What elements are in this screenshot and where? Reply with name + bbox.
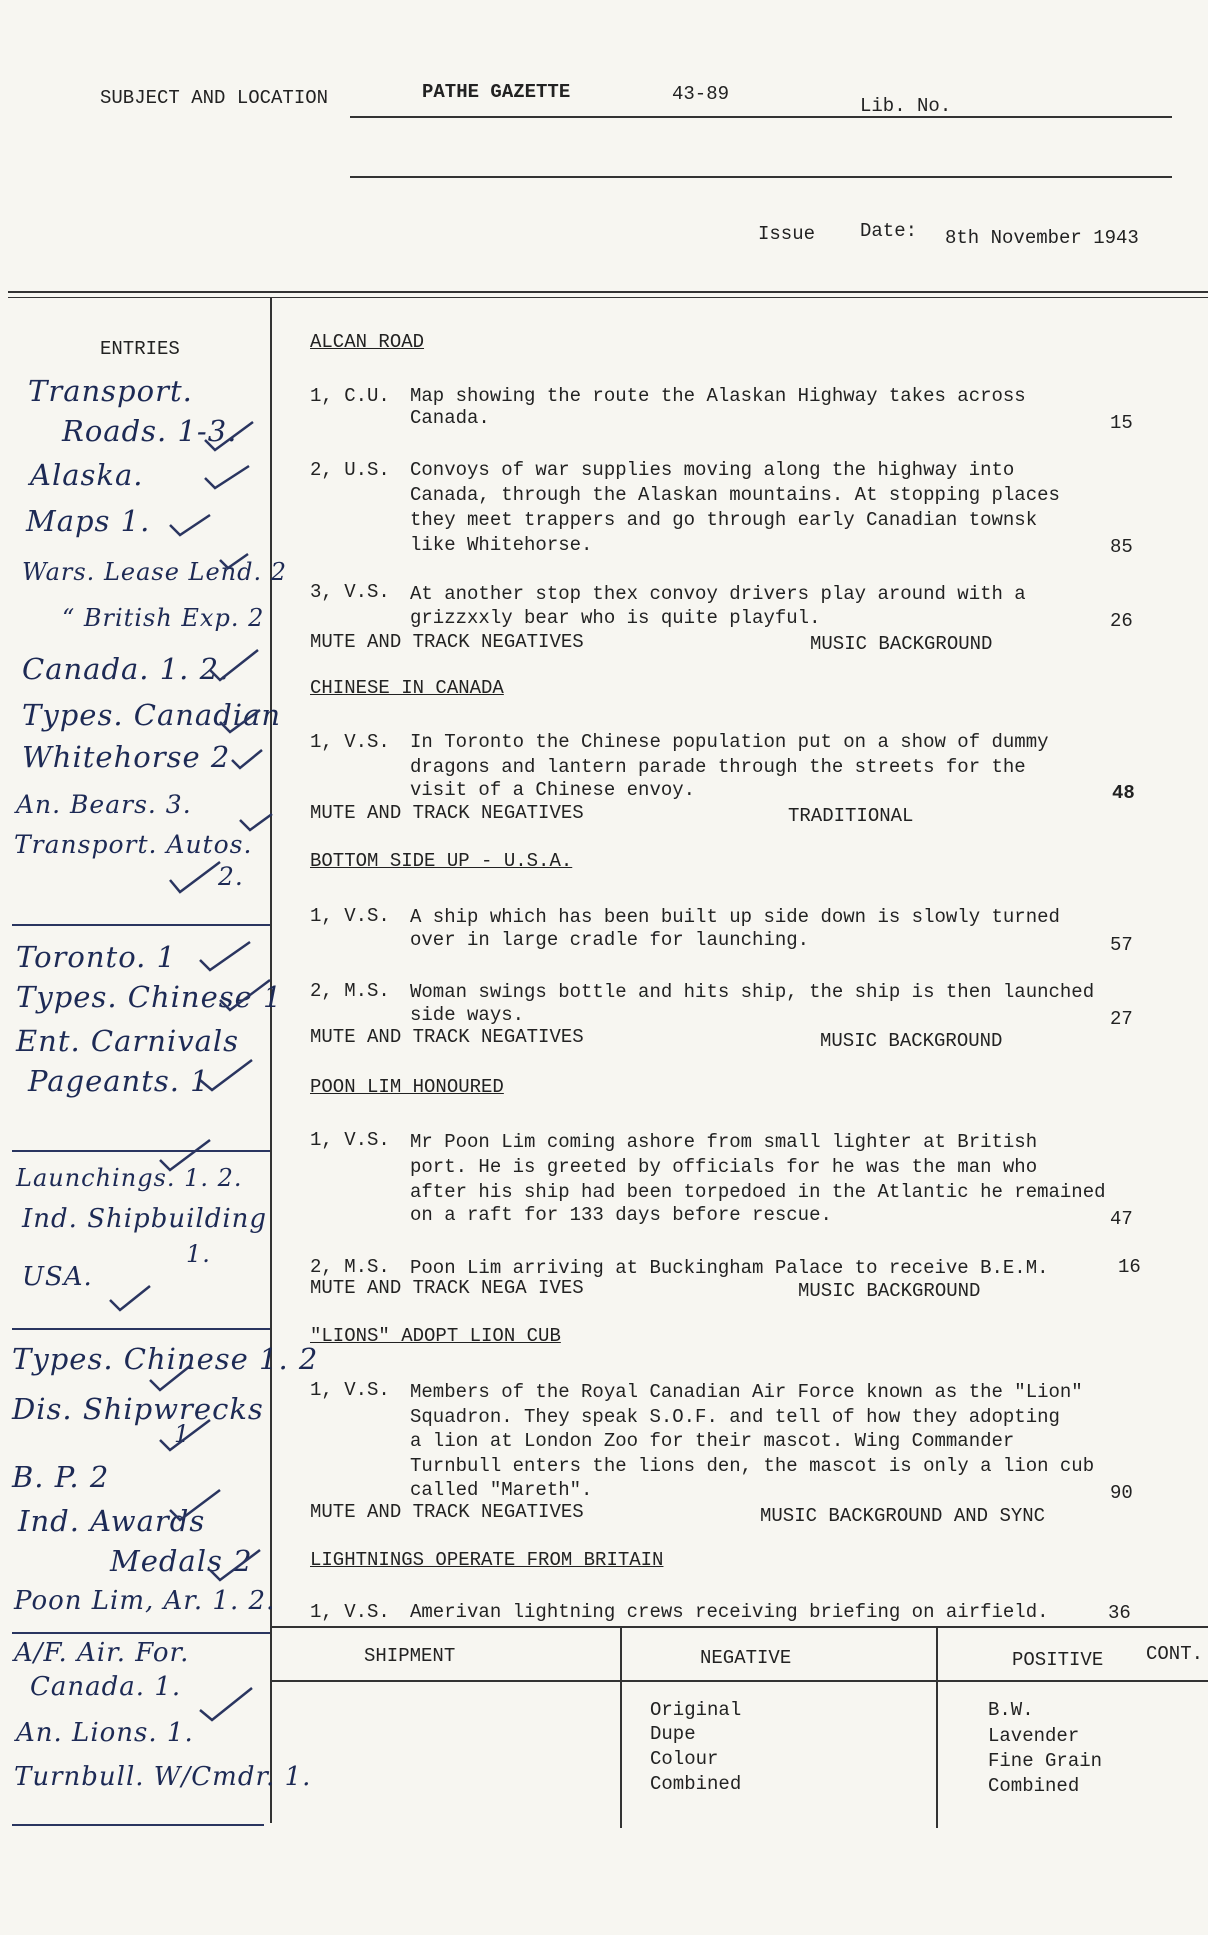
shot-text: Poon Lim arriving at Buckingham Palace to receive B.E.M.: [410, 1257, 1049, 1279]
music-note: MUSIC BACKGROUND: [798, 1280, 981, 1302]
shot-text: called "Mareth".: [410, 1479, 593, 1501]
shot-label: 1, V.S.: [310, 1379, 390, 1401]
handwritten-entry: 1: [174, 1420, 191, 1448]
music-note: MUSIC BACKGROUND: [820, 1030, 1003, 1052]
handwritten-entry: Wars. Lease Lend. 2: [22, 558, 288, 586]
handwritten-entry: Roads. 1-3.: [62, 414, 238, 448]
entries-label: ENTRIES: [100, 338, 180, 360]
handwritten-entry: Medals 2: [110, 1544, 253, 1578]
handwritten-entry: Turnbull. W/Cmdr. 1.: [14, 1762, 312, 1792]
header-separator: [8, 291, 1208, 293]
shot-text: over in large cradle for launching.: [410, 929, 810, 951]
handwritten-entry: Poon Lim, Ar. 1. 2.: [14, 1586, 276, 1616]
handwritten-entry: Transport. Autos.: [14, 830, 253, 859]
footage-count: 27: [1110, 1008, 1133, 1030]
positive-option: Fine Grain: [988, 1750, 1103, 1772]
shot-text: Convoys of war supplies moving along the highway into: [410, 459, 1015, 481]
shot-label: 2, M.S.: [310, 980, 390, 1002]
handwritten-entry: Canada. 1.: [30, 1672, 182, 1702]
handwritten-entry: Types. Chinese 1: [16, 980, 283, 1014]
shot-text: side ways.: [410, 1004, 525, 1026]
negative-option: Colour: [650, 1748, 719, 1770]
shot-label: 1, V.S.: [310, 1601, 390, 1623]
handwritten-entry: An. Lions. 1.: [16, 1718, 194, 1748]
handwritten-entry: A/F. Air. For.: [14, 1638, 190, 1668]
negative-option: Original: [650, 1699, 742, 1721]
shot-text: dragons and lantern parade through the streets for the: [410, 756, 1026, 778]
negative-header: NEGATIVE: [700, 1647, 792, 1669]
shot-text: Canada, through the Alaskan mountains. At stopping places: [410, 484, 1060, 506]
handwritten-entry: Pageants. 1: [28, 1064, 210, 1098]
handwritten-entry: Dis. Shipwrecks: [12, 1392, 264, 1426]
positive-header: POSITIVE: [1012, 1649, 1104, 1671]
positive-option: B.W.: [988, 1699, 1034, 1721]
handwritten-entry: Transport.: [28, 374, 193, 408]
shot-text: they meet trappers and go through early Canadian townsk: [410, 509, 1038, 531]
shot-label: 1, C.U.: [310, 385, 390, 407]
header-separator-2: [8, 297, 1208, 298]
shot-text: Mr Poon Lim coming ashore from small lighter at British: [410, 1131, 1038, 1153]
negative-note: MUTE AND TRACK NEGATIVES: [310, 802, 584, 824]
reference-number: 43-89: [672, 83, 730, 105]
shot-text: on a raft for 133 days before rescue.: [410, 1204, 832, 1226]
shot-text: grizzxxly bear who is quite playful.: [410, 607, 821, 629]
shot-text: Turnbull enters the lions den, the mascot is only a lion cub: [410, 1455, 1095, 1477]
story-title: BOTTOM SIDE UP - U.S.A.: [310, 850, 573, 872]
story-title: ALCAN ROAD: [310, 331, 425, 353]
shot-text: Amerivan lightning crews receiving briefing on airfield.: [410, 1601, 1049, 1623]
shot-label: 1, V.S.: [310, 1129, 390, 1151]
negative-note: MUTE AND TRACK NEGATIVES: [310, 1026, 584, 1048]
story-title: "LIONS" ADOPT LION CUB: [310, 1325, 561, 1347]
shot-text: Members of the Royal Canadian Air Force known as the "Lion": [410, 1381, 1083, 1403]
shot-text: Canada.: [410, 407, 490, 429]
handwritten-entry: Toronto. 1: [16, 940, 177, 974]
shot-text: visit of a Chinese envoy.: [410, 779, 696, 801]
shot-text: Squadron. They speak S.O.F. and tell of how they adopting: [410, 1406, 1060, 1428]
handwritten-entry: B. P. 2: [12, 1460, 110, 1494]
issue-label: Issue: [758, 223, 816, 245]
music-note: MUSIC BACKGROUND: [810, 633, 993, 655]
music-note: MUSIC BACKGROUND AND SYNC: [760, 1505, 1046, 1527]
shot-label: 1, V.S.: [310, 731, 390, 753]
story-title: LIGHTNINGS OPERATE FROM BRITAIN: [310, 1549, 664, 1571]
handwritten-entry: Canada. 1. 2.: [22, 652, 230, 686]
positive-option: Lavender: [988, 1725, 1080, 1747]
shot-text: A ship which has been built up side down is slowly turned: [410, 906, 1060, 928]
handwritten-entry: Types. Chinese 1. 2: [12, 1342, 319, 1376]
music-note: TRADITIONAL: [788, 805, 914, 827]
footage-count: 26: [1110, 610, 1133, 632]
shot-label: 2, U.S.: [310, 459, 390, 481]
shot-label: 1, V.S.: [310, 905, 390, 927]
subject-underline: [350, 116, 1172, 118]
shot-label: 3, V.S.: [310, 581, 390, 603]
handwritten-entry: Maps 1.: [26, 504, 151, 538]
handwritten-entry: USA.: [22, 1262, 93, 1292]
issue-date: 8th November 1943: [945, 227, 1139, 249]
negative-note: MUTE AND TRACK NEGATIVES: [310, 1501, 584, 1523]
footer-mid-line: [270, 1680, 1208, 1682]
check-marks: [0, 400, 300, 1900]
positive-option: Combined: [988, 1775, 1080, 1797]
handwritten-entry: Ent. Carnivals: [16, 1024, 240, 1058]
footage-count: 36: [1108, 1602, 1131, 1624]
shot-text: Woman swings bottle and hits ship, the ship is then launched: [410, 981, 1095, 1003]
shot-text: Map showing the route the Alaskan Highway takes across: [410, 385, 1026, 407]
story-title: POON LIM HONOURED: [310, 1076, 504, 1098]
shot-text: In Toronto the Chinese population put on a show of dummy: [410, 731, 1049, 753]
handwritten-entry: Ind. Awards: [18, 1504, 206, 1538]
handwritten-entry: An. Bears. 3.: [16, 790, 192, 819]
shot-label: 2, M.S.: [310, 1256, 390, 1278]
footage-count: 47: [1110, 1208, 1133, 1230]
shipment-header: SHIPMENT: [364, 1645, 456, 1667]
shot-text: after his ship had been torpedoed in the Atlantic he remained: [410, 1181, 1106, 1203]
handwritten-entry: Alaska.: [30, 458, 144, 492]
shot-text: At another stop thex convoy drivers play around with a: [410, 583, 1026, 605]
footage-count: 90: [1110, 1482, 1133, 1504]
footage-count: 15: [1110, 412, 1133, 434]
lib-label: Lib. No.: [860, 95, 952, 117]
shot-text: a lion at London Zoo for their mascot. Wing Commander: [410, 1430, 1015, 1452]
footer-top-line: [270, 1626, 1208, 1628]
negative-option: Combined: [650, 1773, 742, 1795]
handwritten-entry: Launchings. 1. 2.: [16, 1164, 243, 1192]
footage-count: 48: [1112, 782, 1135, 804]
handwritten-entry: “ British Exp. 2: [62, 604, 265, 632]
footer-divider-2: [936, 1628, 938, 1828]
company-name: PATHE GAZETTE: [422, 81, 571, 103]
handwritten-entry: 1.: [186, 1240, 211, 1268]
shot-text: like Whitehorse.: [410, 534, 593, 556]
footage-count: 16: [1118, 1256, 1141, 1278]
negative-option: Dupe: [650, 1723, 696, 1745]
handwritten-entry: Whitehorse 2: [22, 740, 231, 774]
subject-second-line: [350, 176, 1172, 178]
shot-text: port. He is greeted by officials for he was the man who: [410, 1156, 1038, 1178]
continued-label: CONT.: [1146, 1643, 1204, 1665]
negative-note: MUTE AND TRACK NEGATIVES: [310, 631, 584, 653]
date-label: Date:: [860, 220, 918, 242]
negative-note: MUTE AND TRACK NEGA IVES: [310, 1277, 584, 1299]
footer-divider-1: [620, 1628, 622, 1828]
handwritten-entry: Types. Canadian: [22, 698, 282, 732]
subject-label: SUBJECT AND LOCATION: [100, 87, 329, 109]
handwritten-entry: 2.: [218, 862, 244, 891]
footage-count: 57: [1110, 934, 1133, 956]
footage-count: 85: [1110, 536, 1133, 558]
handwritten-entry: Ind. Shipbuilding: [22, 1204, 268, 1234]
story-title: CHINESE IN CANADA: [310, 677, 504, 699]
